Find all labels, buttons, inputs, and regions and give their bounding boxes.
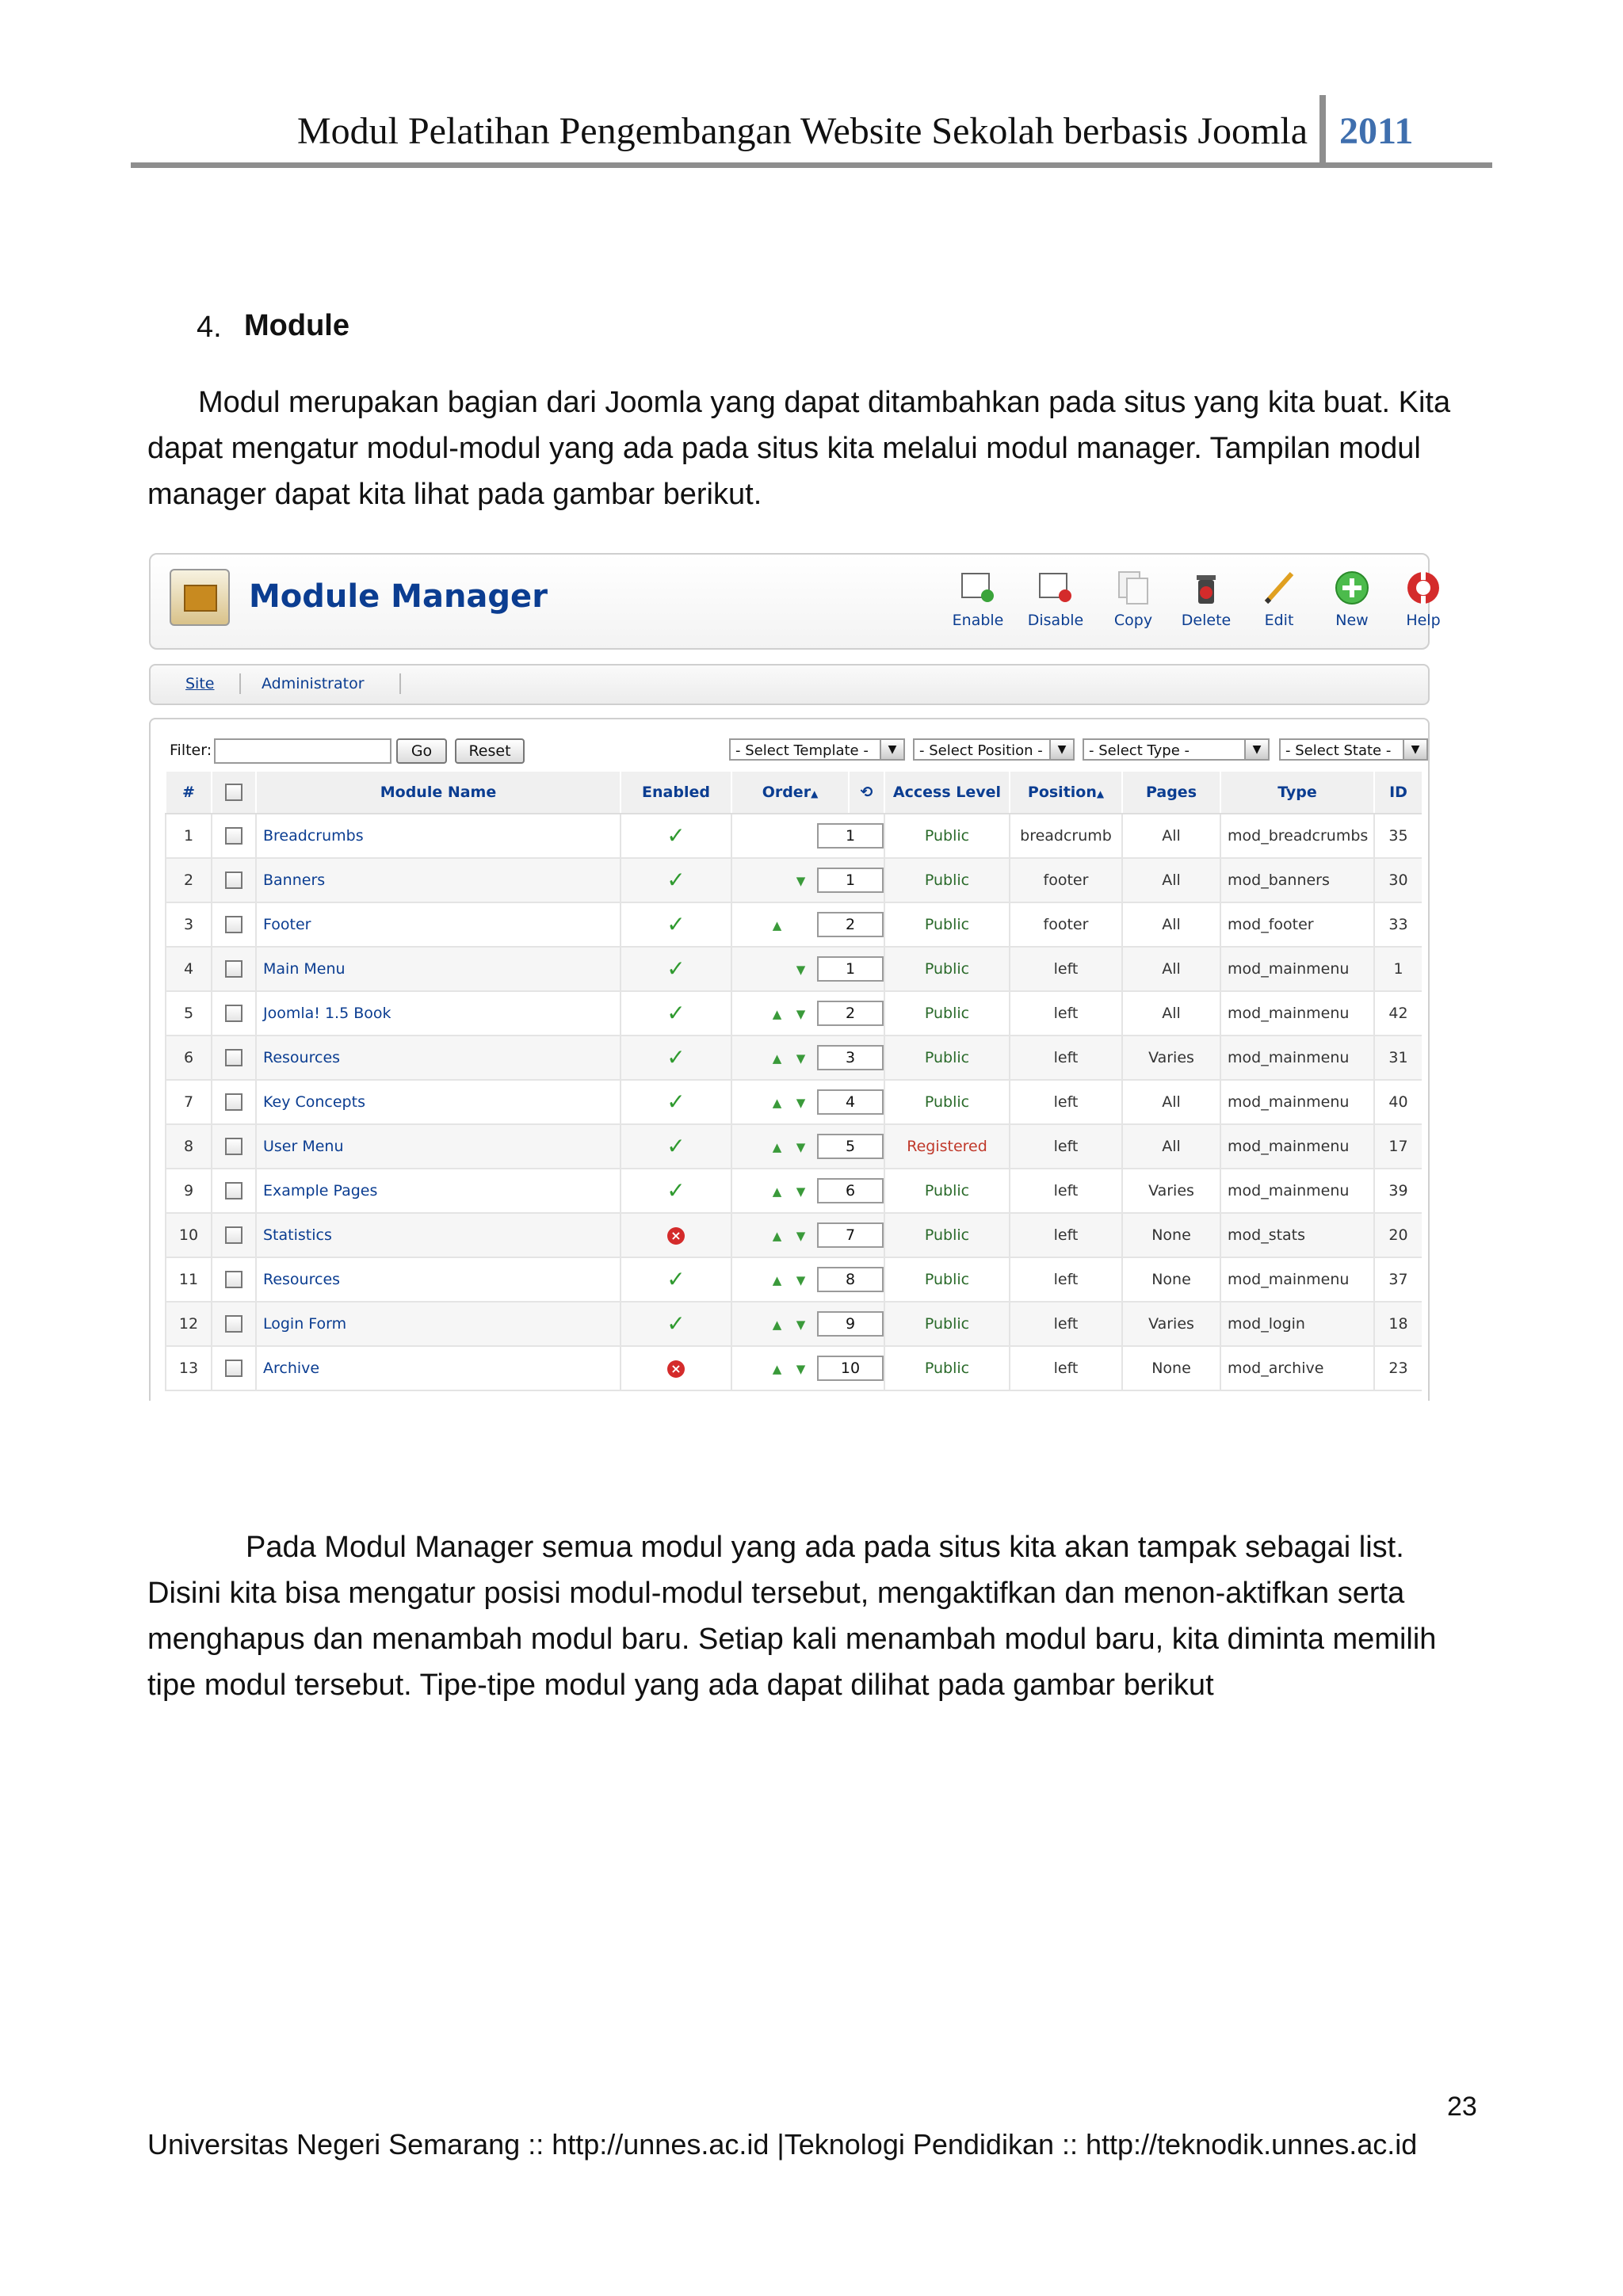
- order-input-cell: [845, 947, 884, 991]
- row-checkbox[interactable]: [225, 1049, 242, 1066]
- row-checkbox-cell[interactable]: [212, 947, 256, 991]
- row-number: 2: [166, 858, 212, 902]
- row-checkbox[interactable]: [225, 1182, 242, 1199]
- access-level-link[interactable]: Public: [884, 1035, 1010, 1080]
- type-cell: mod_mainmenu: [1220, 991, 1374, 1035]
- order-input[interactable]: 6: [817, 1178, 884, 1203]
- header-title: Modul Pelatihan Pengembangan Website Sekolah berbasis Joomla: [296, 110, 1308, 152]
- enabled-cell[interactable]: [621, 814, 731, 858]
- order-input-cell: [845, 902, 884, 947]
- module-name-link[interactable]: Banners: [256, 858, 621, 902]
- row-checkbox-cell[interactable]: [212, 902, 256, 947]
- id-cell: 37: [1374, 1257, 1422, 1302]
- move-up-icon[interactable]: ▲: [772, 1362, 782, 1376]
- reorder-arrows: [766, 918, 816, 933]
- move-up-icon[interactable]: ▲: [772, 1184, 782, 1199]
- id-cell: 31: [1374, 1035, 1422, 1080]
- column-checkbox[interactable]: [212, 772, 256, 814]
- column-type[interactable]: Type: [1220, 772, 1374, 814]
- position-cell: footer: [1010, 902, 1122, 947]
- reorder-arrows: [766, 1362, 816, 1376]
- header-year: 2011: [1339, 110, 1414, 152]
- order-input[interactable]: 7: [817, 1222, 884, 1248]
- type-cell: mod_mainmenu: [1220, 1035, 1374, 1080]
- column-save-order[interactable]: [849, 772, 884, 814]
- column-position[interactable]: Position▲: [1010, 772, 1122, 814]
- position-cell: left: [1010, 1169, 1122, 1213]
- module-list-panel: [149, 718, 1430, 1401]
- module-manager-icon: [170, 569, 230, 626]
- row-checkbox[interactable]: [225, 1226, 242, 1244]
- table-header-row: [166, 772, 1422, 814]
- position-cell: left: [1010, 1257, 1122, 1302]
- pages-cell: All: [1122, 814, 1220, 858]
- enabled-cell[interactable]: [621, 902, 731, 947]
- id-cell: 20: [1374, 1213, 1422, 1257]
- position-cell: left: [1010, 1213, 1122, 1257]
- submenu: [149, 664, 1430, 705]
- type-cell: mod_mainmenu: [1220, 1124, 1374, 1169]
- access-level-link[interactable]: Public: [884, 1346, 1010, 1390]
- check-icon[interactable]: ✓: [666, 1310, 685, 1337]
- reset-button[interactable]: Reset: [455, 738, 525, 764]
- position-cell: left: [1010, 1035, 1122, 1080]
- move-down-icon[interactable]: ▼: [796, 1362, 806, 1376]
- row-number: 6: [166, 1035, 212, 1080]
- paragraph-intro: Modul merupakan bagian dari Joomla yang dapat ditambahkan pada situs yang kita buat. Kita dapat mengatur modul-modul yang ada pada situs kita melalui modul manager. Tampilan modul manager dapat kita lihat pada gambar berikut.: [147, 386, 1451, 511]
- position-cell: breadcrumb: [1010, 814, 1122, 858]
- save-order-icon: ⟲: [860, 784, 873, 801]
- id-cell: 1: [1374, 947, 1422, 991]
- check-icon[interactable]: ✓: [666, 1266, 685, 1292]
- new-button[interactable]: New: [1320, 569, 1384, 629]
- table-row: [166, 902, 1422, 947]
- order-input-cell: [845, 1124, 884, 1169]
- order-input[interactable]: 1: [817, 956, 884, 982]
- order-input-cell: [845, 1302, 884, 1346]
- module-name-link[interactable]: Resources: [256, 1257, 621, 1302]
- row-checkbox-cell[interactable]: [212, 1035, 256, 1080]
- position-cell: left: [1010, 1302, 1122, 1346]
- check-icon[interactable]: ✓: [666, 1177, 685, 1203]
- column-order[interactable]: Order▲: [731, 772, 849, 814]
- header-separator: [1319, 95, 1326, 163]
- row-checkbox-cell[interactable]: [212, 1257, 256, 1302]
- order-input-cell: [845, 858, 884, 902]
- access-level-link[interactable]: Public: [884, 902, 1010, 947]
- move-up-icon[interactable]: ▲: [772, 1096, 782, 1110]
- order-input[interactable]: 8: [817, 1267, 884, 1292]
- column-enabled[interactable]: Enabled: [621, 772, 731, 814]
- type-cell: mod_stats: [1220, 1213, 1374, 1257]
- header-rule: [131, 162, 1492, 168]
- module-name-link[interactable]: Joomla! 1.5 Book: [256, 991, 621, 1035]
- disable-icon: [1037, 569, 1075, 607]
- check-icon[interactable]: ✓: [666, 955, 685, 982]
- move-down-icon[interactable]: ▼: [796, 1007, 806, 1021]
- row-checkbox-cell[interactable]: [212, 1346, 256, 1390]
- access-level-link[interactable]: Public: [884, 1080, 1010, 1124]
- trash-icon: [1187, 569, 1225, 607]
- move-down-icon[interactable]: ▼: [796, 874, 806, 888]
- table-row: [166, 1035, 1422, 1080]
- type-cell: mod_mainmenu: [1220, 1257, 1374, 1302]
- move-down-icon[interactable]: ▼: [796, 1229, 806, 1243]
- chevron-down-icon: ▼: [1403, 740, 1426, 759]
- enabled-cell[interactable]: [621, 947, 731, 991]
- select-type[interactable]: - Select Type - ▼: [1083, 738, 1270, 761]
- type-cell: mod_mainmenu: [1220, 1080, 1374, 1124]
- row-number: 3: [166, 902, 212, 947]
- column-access-level[interactable]: Access Level: [884, 772, 1010, 814]
- column-number: #: [166, 772, 212, 814]
- order-input[interactable]: 3: [817, 1045, 884, 1070]
- access-level-link[interactable]: Public: [884, 1169, 1010, 1213]
- reorder-arrows: [766, 1007, 816, 1021]
- check-icon[interactable]: ✓: [666, 1133, 685, 1159]
- position-cell: left: [1010, 991, 1122, 1035]
- page-number: 23: [1447, 2092, 1477, 2122]
- row-checkbox-cell[interactable]: [212, 1213, 256, 1257]
- row-number: 5: [166, 991, 212, 1035]
- order-input-cell: [845, 1035, 884, 1080]
- enable-icon: [959, 569, 997, 607]
- chevron-down-icon: ▼: [1244, 740, 1268, 759]
- select-position[interactable]: - Select Position - ▼: [913, 738, 1075, 761]
- column-pages[interactable]: Pages: [1122, 772, 1220, 814]
- lifebuoy-icon: [1404, 569, 1442, 607]
- pages-cell: Varies: [1122, 1169, 1220, 1213]
- reorder-arrows: [766, 1096, 816, 1110]
- move-up-icon[interactable]: ▲: [772, 1318, 782, 1332]
- id-cell: 40: [1374, 1080, 1422, 1124]
- disabled-x-icon[interactable]: ×: [667, 1227, 685, 1245]
- sort-asc-icon: ▲: [811, 788, 819, 799]
- id-cell: 39: [1374, 1169, 1422, 1213]
- row-number: 8: [166, 1124, 212, 1169]
- row-checkbox[interactable]: [225, 871, 242, 889]
- row-checkbox-cell[interactable]: [212, 1302, 256, 1346]
- access-level-link[interactable]: Public: [884, 858, 1010, 902]
- chevron-down-icon: ▼: [1049, 740, 1073, 759]
- select-all-checkbox[interactable]: [225, 784, 242, 801]
- plus-icon: [1333, 569, 1371, 607]
- order-input-cell: [845, 1080, 884, 1124]
- enabled-cell[interactable]: [621, 1302, 731, 1346]
- sort-asc-icon: ▲: [1096, 788, 1105, 799]
- row-checkbox[interactable]: [225, 1271, 242, 1288]
- move-up-icon[interactable]: ▲: [772, 1140, 782, 1154]
- table-row: [166, 1213, 1422, 1257]
- table-row: [166, 1302, 1422, 1346]
- order-input[interactable]: 9: [817, 1311, 884, 1337]
- paragraph-description: Pada Modul Manager semua modul yang ada pada situs kita akan tampak sebagai list. Disini kita bisa mengatur posisi modul-modul tersebut, mengaktifkan dan menon-aktifkan serta menghapus dan menambah modul baru. Setiap kali menambah modul baru, kita diminta memilih tipe modul tersebut. Tipe-tipe modul yang ada dapat dilihat pada gambar berikut: [147, 1531, 1437, 1702]
- submenu-divider: [399, 673, 401, 694]
- move-down-icon[interactable]: ▼: [796, 1184, 806, 1199]
- table-row: [166, 1124, 1422, 1169]
- move-down-icon[interactable]: ▼: [796, 1140, 806, 1154]
- id-cell: 30: [1374, 858, 1422, 902]
- order-input[interactable]: 1: [817, 823, 884, 849]
- module-name-link[interactable]: Archive: [256, 1346, 621, 1390]
- access-level-link[interactable]: Public: [884, 1302, 1010, 1346]
- access-level-link[interactable]: Public: [884, 1213, 1010, 1257]
- type-cell: mod_login: [1220, 1302, 1374, 1346]
- access-level-link[interactable]: Public: [884, 991, 1010, 1035]
- position-cell: left: [1010, 1080, 1122, 1124]
- row-checkbox[interactable]: [225, 1005, 242, 1022]
- order-input[interactable]: 2: [817, 912, 884, 937]
- order-input[interactable]: 5: [817, 1134, 884, 1159]
- move-up-icon[interactable]: ▲: [772, 1229, 782, 1243]
- filter-label: Filter:: [170, 742, 212, 759]
- check-icon[interactable]: ✓: [666, 1089, 685, 1115]
- submenu-divider: [239, 673, 241, 694]
- row-number: 9: [166, 1169, 212, 1213]
- row-number: 11: [166, 1257, 212, 1302]
- type-cell: mod_archive: [1220, 1346, 1374, 1390]
- enabled-cell[interactable]: [621, 1124, 731, 1169]
- pages-cell: All: [1122, 902, 1220, 947]
- move-down-icon[interactable]: ▼: [796, 1051, 806, 1066]
- disabled-x-icon[interactable]: ×: [667, 1360, 685, 1378]
- table-row: [166, 947, 1422, 991]
- move-up-icon[interactable]: ▲: [772, 1273, 782, 1287]
- section-number: 4.: [197, 311, 222, 344]
- pages-cell: All: [1122, 858, 1220, 902]
- module-name-link[interactable]: Statistics: [256, 1213, 621, 1257]
- table-row: [166, 1257, 1422, 1302]
- order-input-cell: [840, 1346, 884, 1390]
- module-name-link[interactable]: Footer: [256, 902, 621, 947]
- enabled-cell[interactable]: [621, 1080, 731, 1124]
- reorder-arrows: [766, 1140, 816, 1154]
- order-input[interactable]: 1: [817, 868, 884, 893]
- order-input-cell: [845, 814, 884, 858]
- pages-cell: All: [1122, 991, 1220, 1035]
- reorder-arrows: [766, 1273, 816, 1287]
- row-checkbox[interactable]: [225, 1138, 242, 1155]
- id-cell: 18: [1374, 1302, 1422, 1346]
- reorder-arrows: [766, 830, 816, 844]
- reorder-arrows: [766, 963, 816, 977]
- module-name-link[interactable]: Key Concepts: [256, 1080, 621, 1124]
- enabled-cell[interactable]: [621, 1257, 731, 1302]
- table-row: [166, 1346, 1422, 1390]
- module-manager-screenshot: [149, 553, 1441, 1393]
- pages-cell: None: [1122, 1257, 1220, 1302]
- pages-cell: All: [1122, 1080, 1220, 1124]
- module-name-link[interactable]: User Menu: [256, 1124, 621, 1169]
- delete-button[interactable]: Delete: [1174, 569, 1238, 629]
- reorder-arrows: [766, 1318, 816, 1332]
- position-cell: footer: [1010, 858, 1122, 902]
- order-input-cell: [845, 1257, 884, 1302]
- move-down-icon[interactable]: ▼: [796, 963, 806, 977]
- order-input-cell: [845, 1213, 884, 1257]
- position-cell: left: [1010, 1124, 1122, 1169]
- access-level-link[interactable]: Public: [884, 947, 1010, 991]
- footer-text: Universitas Negeri Semarang :: http://unnes.ac.id |Teknologi Pendidikan :: http://teknodik.unnes.ac.id: [147, 2128, 1418, 2161]
- enabled-cell[interactable]: [621, 1346, 731, 1390]
- row-number: 13: [166, 1346, 212, 1390]
- row-number: 10: [166, 1213, 212, 1257]
- pages-cell: All: [1122, 1124, 1220, 1169]
- module-name-link[interactable]: Login Form: [256, 1302, 621, 1346]
- row-number: 12: [166, 1302, 212, 1346]
- module-manager-title: Module Manager: [249, 578, 548, 615]
- move-up-icon[interactable]: ▲: [772, 1051, 782, 1066]
- check-icon[interactable]: ✓: [666, 867, 685, 893]
- table-row: [166, 991, 1422, 1035]
- move-down-icon[interactable]: ▼: [796, 1096, 806, 1110]
- pages-cell: Varies: [1122, 1302, 1220, 1346]
- enabled-cell[interactable]: [621, 1035, 731, 1080]
- type-cell: mod_banners: [1220, 858, 1374, 902]
- check-icon[interactable]: ✓: [666, 1000, 685, 1026]
- move-up-icon[interactable]: ▲: [772, 1007, 782, 1021]
- access-level-link[interactable]: Registered: [884, 1124, 1010, 1169]
- pages-cell: None: [1122, 1213, 1220, 1257]
- check-icon[interactable]: ✓: [666, 1044, 685, 1070]
- submenu-site[interactable]: Site: [185, 675, 215, 692]
- module-name-link[interactable]: Example Pages: [256, 1169, 621, 1213]
- pencil-icon: [1260, 569, 1298, 607]
- id-cell: 33: [1374, 902, 1422, 947]
- type-cell: mod_mainmenu: [1220, 1169, 1374, 1213]
- row-number: 7: [166, 1080, 212, 1124]
- reorder-arrows: [766, 874, 816, 888]
- id-cell: 23: [1374, 1346, 1422, 1390]
- row-checkbox-cell[interactable]: [212, 1169, 256, 1213]
- row-checkbox[interactable]: [225, 1315, 242, 1333]
- module-table: [165, 772, 1422, 1391]
- row-checkbox-cell[interactable]: [212, 1080, 256, 1124]
- go-button[interactable]: Go: [396, 738, 447, 764]
- copy-button[interactable]: Copy: [1102, 569, 1165, 629]
- module-name-link[interactable]: Breadcrumbs: [256, 814, 621, 858]
- chevron-down-icon: ▼: [880, 740, 903, 759]
- move-down-icon[interactable]: ▼: [796, 1318, 806, 1332]
- row-number: 4: [166, 947, 212, 991]
- disable-button[interactable]: Disable: [1024, 569, 1087, 629]
- position-cell: left: [1010, 1346, 1122, 1390]
- copy-icon: [1114, 569, 1152, 607]
- row-checkbox[interactable]: [225, 1093, 242, 1111]
- row-checkbox[interactable]: [225, 827, 242, 845]
- check-icon[interactable]: ✓: [666, 911, 685, 937]
- row-checkbox-cell[interactable]: [212, 858, 256, 902]
- submenu-administrator[interactable]: Administrator: [262, 675, 365, 692]
- order-input[interactable]: 2: [817, 1001, 884, 1026]
- edit-button[interactable]: Edit: [1247, 569, 1311, 629]
- id-cell: 35: [1374, 814, 1422, 858]
- reorder-arrows: [766, 1184, 816, 1199]
- move-down-icon[interactable]: ▼: [796, 1273, 806, 1287]
- pages-cell: Varies: [1122, 1035, 1220, 1080]
- select-state[interactable]: - Select State - ▼: [1279, 738, 1428, 761]
- filter-input[interactable]: [214, 738, 391, 764]
- enabled-cell[interactable]: [621, 858, 731, 902]
- reorder-arrows: [766, 1229, 816, 1243]
- access-level-link[interactable]: Public: [884, 1257, 1010, 1302]
- enabled-cell[interactable]: [621, 1213, 731, 1257]
- row-checkbox[interactable]: [225, 916, 242, 933]
- table-row: [166, 1080, 1422, 1124]
- module-name-link[interactable]: Resources: [256, 1035, 621, 1080]
- order-input[interactable]: 4: [817, 1089, 884, 1115]
- move-up-icon[interactable]: ▲: [772, 918, 782, 933]
- help-button[interactable]: Help: [1392, 569, 1455, 629]
- row-checkbox[interactable]: [225, 960, 242, 978]
- table-row: [166, 858, 1422, 902]
- pages-cell: None: [1122, 1346, 1220, 1390]
- row-checkbox[interactable]: [225, 1360, 242, 1377]
- reorder-arrows: [766, 1051, 816, 1066]
- order-input[interactable]: 10: [817, 1356, 884, 1381]
- enabled-cell[interactable]: [621, 1169, 731, 1213]
- pages-cell: All: [1122, 947, 1220, 991]
- check-icon[interactable]: ✓: [666, 822, 685, 849]
- enabled-cell[interactable]: [621, 991, 731, 1035]
- order-input-cell: [845, 1169, 884, 1213]
- column-id[interactable]: ID: [1374, 772, 1422, 814]
- id-cell: 42: [1374, 991, 1422, 1035]
- enable-button[interactable]: Enable: [946, 569, 1010, 629]
- select-template[interactable]: - Select Template - ▼: [729, 738, 905, 761]
- type-cell: mod_mainmenu: [1220, 947, 1374, 991]
- access-level-link[interactable]: Public: [884, 814, 1010, 858]
- row-checkbox-cell[interactable]: [212, 814, 256, 858]
- type-cell: mod_breadcrumbs: [1220, 814, 1374, 858]
- position-cell: left: [1010, 947, 1122, 991]
- type-cell: mod_footer: [1220, 902, 1374, 947]
- id-cell: 17: [1374, 1124, 1422, 1169]
- module-name-link[interactable]: Main Menu: [256, 947, 621, 991]
- column-module-name[interactable]: Module Name: [256, 772, 621, 814]
- table-row: [166, 1169, 1422, 1213]
- row-checkbox-cell[interactable]: [212, 1124, 256, 1169]
- section-title: Module: [244, 309, 349, 342]
- row-number: 1: [166, 814, 212, 858]
- toolbar: [149, 553, 1441, 650]
- order-input-cell: [845, 991, 884, 1035]
- row-checkbox-cell[interactable]: [212, 991, 256, 1035]
- table-row: [166, 814, 1422, 858]
